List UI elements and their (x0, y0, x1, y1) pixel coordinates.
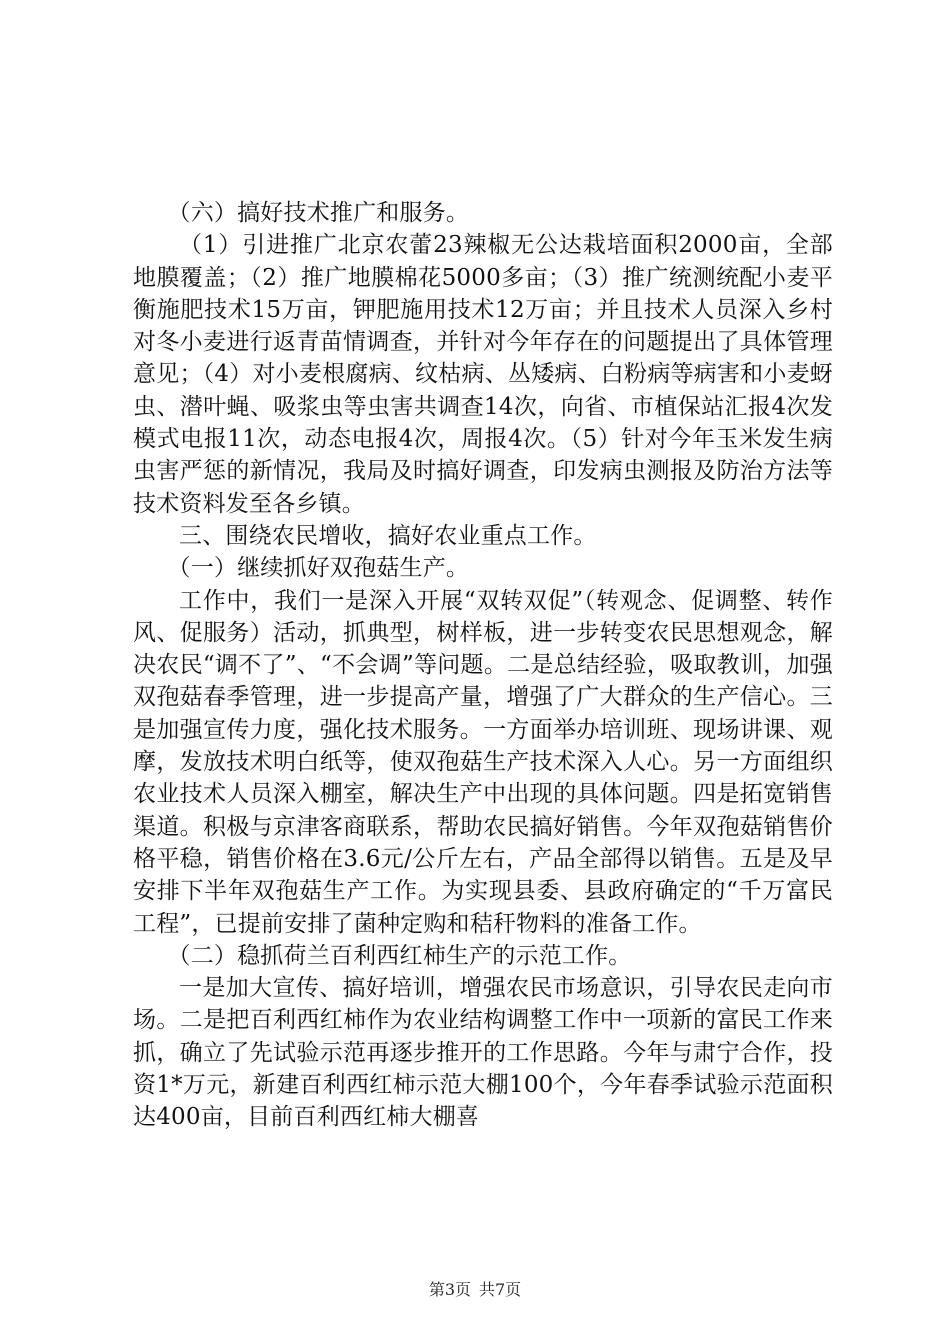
section-heading-three: 三、围绕农民增收，搞好农业重点工作。 (179, 522, 597, 549)
section-heading-six: （六）搞好技术推广和服务。 (167, 200, 470, 226)
paragraph-mushroom: 工作中，我们一是深入开展“双转双促”（转观念、促调整、转作风、促服务）活动，抓典型，树样板，进一步转变农民思想观念，解决农民“调不了”、“不会调”等问题。二是总结经验，吸取教训，加强双孢菇春季管理，进一步提高产量，增强了广大群众的生产信心。三是加强宣传力度，强化技术服务。一方面举办培训班、现场讲课、观摩，发放技术明白纸等，使双孢菇生产技术深入人心。另一方面组织农业技术人员深入棚室，解决生产中出现的具体问题。四是拓宽销售渠道。积极与京津客商联系，帮助农民搞好销售。今年双孢菇销售价格平稳，销售价格在3.6元/公斤左右，产品全部得以销售。五是及早安排下半年双孢菇生产工作。为实现县委、县政府确定的“千万富民工程”，已提前安排了菌种定购和秸秆物料的准备工作。 (133, 587, 833, 937)
page-total: 共7页 (479, 1280, 522, 1299)
document-body (133, 197, 833, 1134)
paragraph-tech-promotion: （1）引进推广北京农蕾23辣椒无公达栽培面积2000亩，全部地膜覆盖；（2）推广地膜棉花5000多亩；（3）推广统测统配小麦平衡施肥技术15万亩，钾肥施用技术12万亩；并且技术人员深入乡村对冬小麦进行返青苗情调查，并针对今年存在的问题提出了具体管理意见；（4）对小麦根腐病、纹枯病、丛矮病、白粉病等病害和小麦蚜虫、潜叶蝇、吸浆虫等虫害共调查14次，向省、市植保站汇报4次发模式电报11次，动态电报4次，周报4次。（5）针对今年玉米发生病虫害严惩的新情况，我局及时搞好调查，印发病虫测报及防治方法等技术资料发至各乡镇。 (133, 232, 833, 517)
section-heading-two: （二）稳抓荷兰百利西红柿生产的示范工作。 (167, 942, 632, 969)
page-number: 第3页 (428, 1280, 471, 1299)
page-footer (0, 1280, 950, 1300)
section-heading-one: （一）继续抓好双孢菇生产。 (167, 555, 470, 582)
paragraph-tomato: 一是加大宣传、搞好培训，增强农民市场意识，引导农民走向市场。二是把百利西红柿作为农业结构调整工作中一项新的富民工作来抓，确立了先试验示范再逐步推开的工作思路。今年与肃宁合作，投资1*万元，新建百利西红柿示范大棚100个，今年春季试验示范面积达400亩，目前百利西红柿大棚喜 (133, 975, 833, 1131)
